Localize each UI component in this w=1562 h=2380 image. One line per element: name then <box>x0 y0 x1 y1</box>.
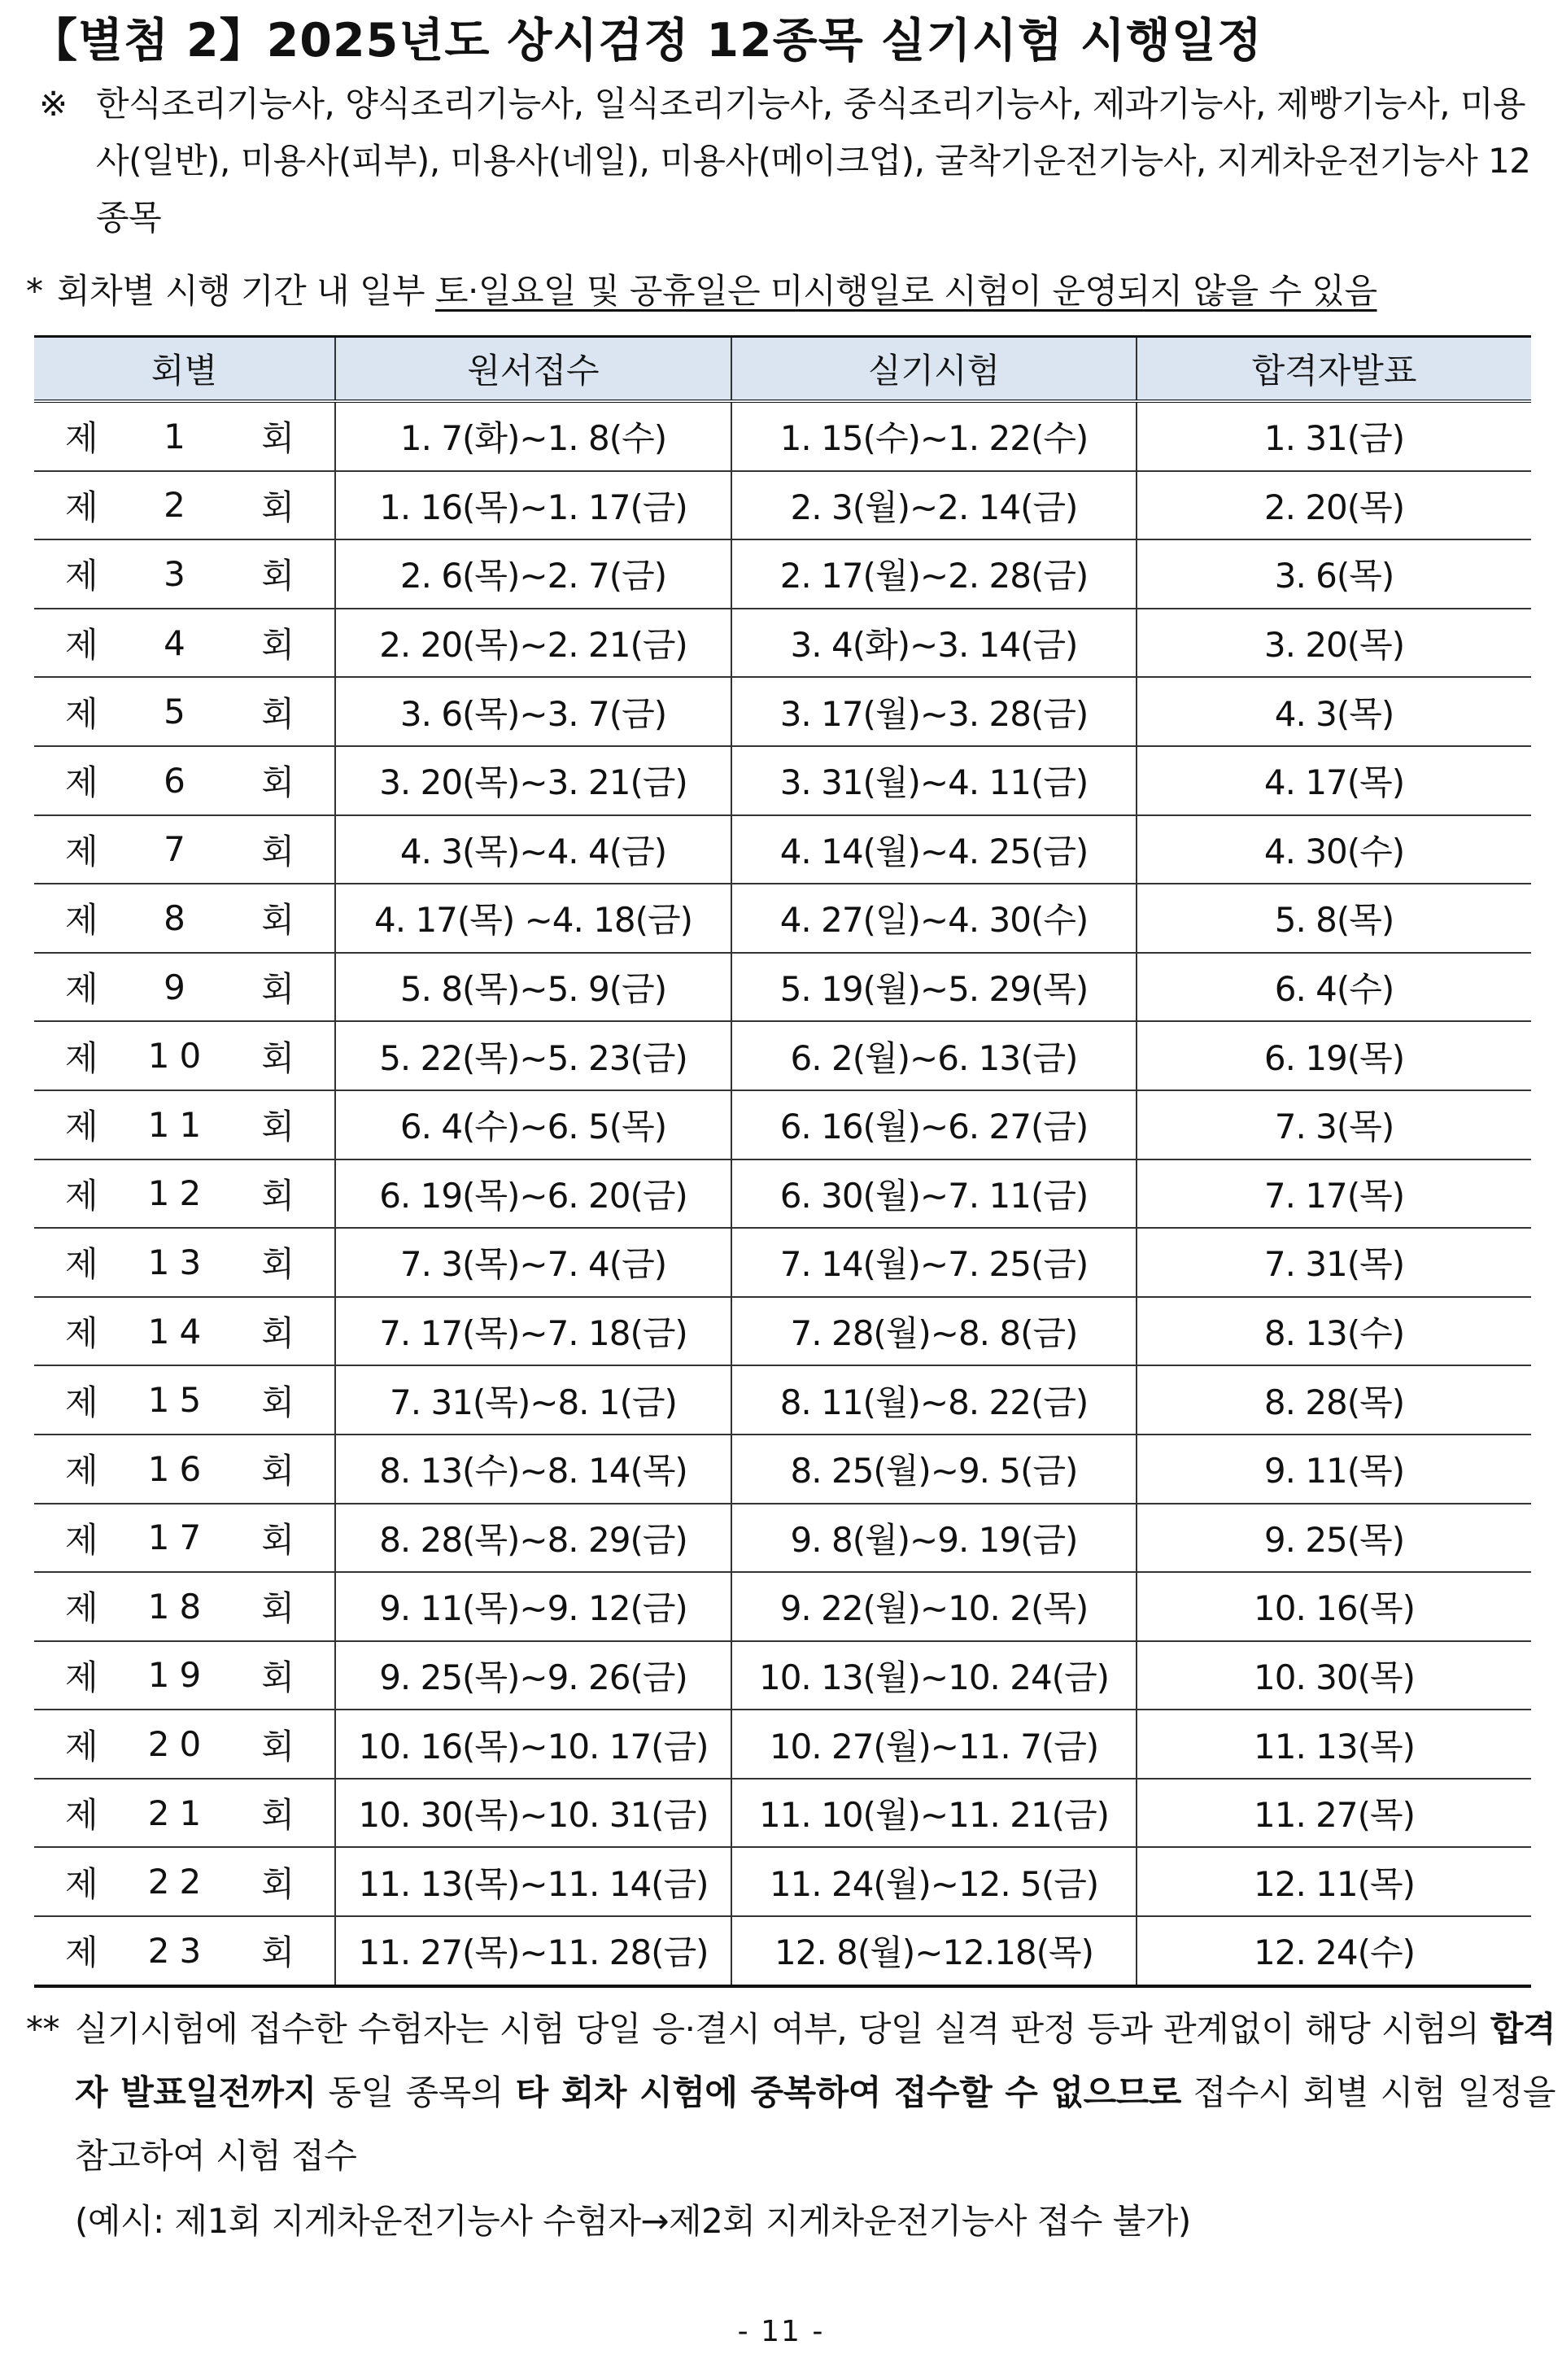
header-application: 원서접수 <box>335 337 731 402</box>
exam-period: 6. 2(월)~6. 13(금) <box>731 1021 1137 1090</box>
round-prefix: 제 <box>65 1313 98 1354</box>
round-number: 6 <box>164 760 195 801</box>
result-date: 9. 25(목) <box>1137 1504 1531 1573</box>
application-period: 4. 17(목) ~4. 18(금) <box>335 884 731 953</box>
round-cell <box>34 1916 335 1986</box>
round-number: 1 <box>164 416 195 456</box>
result-date: 5. 8(목) <box>1137 884 1531 953</box>
round-cell <box>34 1159 335 1229</box>
exam-period: 6. 16(월)~6. 27(금) <box>731 1090 1137 1159</box>
header-result: 합격자발표 <box>1137 337 1531 402</box>
round-prefix: 제 <box>65 1726 98 1766</box>
header-round: 회별 <box>34 337 335 402</box>
round-suffix: 회 <box>261 1107 294 1147</box>
table-row <box>34 1365 1531 1435</box>
round-suffix: 회 <box>261 1037 294 1078</box>
exam-period: 12. 8(월)~12.18(목) <box>731 1916 1137 1986</box>
table-row <box>34 401 1531 471</box>
table-row <box>34 1779 1531 1848</box>
header-exam: 실기시험 <box>731 337 1137 402</box>
application-period: 9. 11(목)~9. 12(금) <box>335 1572 731 1641</box>
round-cell <box>34 815 335 884</box>
round-number: 2 <box>164 485 195 526</box>
application-period: 10. 16(목)~10. 17(금) <box>335 1710 731 1779</box>
round-number: 14 <box>147 1311 212 1352</box>
round-suffix: 회 <box>261 487 294 527</box>
round-suffix: 회 <box>261 900 294 941</box>
round-cell <box>34 1365 335 1435</box>
application-period: 8. 13(수)~8. 14(목) <box>335 1435 731 1504</box>
result-date: 12. 11(목) <box>1137 1847 1531 1916</box>
exam-period: 7. 14(월)~7. 25(금) <box>731 1228 1137 1297</box>
exam-period: 1. 15(수)~1. 22(수) <box>731 401 1137 471</box>
table-row <box>34 1090 1531 1159</box>
footnote-example: (예시: 제1회 지게차운전기능사 수험자→제2회 지게차운전기능사 접수 불가) <box>75 2201 1191 2241</box>
round-number: 21 <box>147 1793 212 1833</box>
result-date: 4. 17(목) <box>1137 746 1531 815</box>
round-prefix: 제 <box>65 762 98 803</box>
round-suffix: 회 <box>261 1451 294 1491</box>
round-prefix: 제 <box>65 1382 98 1422</box>
round-number: 22 <box>147 1862 212 1902</box>
round-number: 16 <box>147 1448 212 1489</box>
result-date: 9. 11(목) <box>1137 1435 1531 1504</box>
round-number: 4 <box>164 622 195 663</box>
result-date: 7. 3(목) <box>1137 1090 1531 1159</box>
round-suffix: 회 <box>261 1382 294 1422</box>
round-prefix: 제 <box>65 1107 98 1147</box>
round-prefix: 제 <box>65 1175 98 1216</box>
table-row <box>34 884 1531 953</box>
round-suffix: 회 <box>261 969 294 1010</box>
round-cell <box>34 1847 335 1916</box>
document-title: 【별첨 2】2025년도 상시검정 12종목 실기시험 시행일정 <box>31 14 1263 68</box>
round-number: 10 <box>147 1036 212 1076</box>
exam-period: 5. 19(월)~5. 29(목) <box>731 953 1137 1022</box>
footnote-text-2: 동일 종목의 <box>316 2072 516 2112</box>
round-prefix: 제 <box>65 1588 98 1629</box>
result-date: 3. 6(목) <box>1137 539 1531 609</box>
round-prefix: 제 <box>65 556 98 596</box>
round-number: 13 <box>147 1242 212 1282</box>
round-number: 8 <box>164 897 195 938</box>
table-row <box>34 471 1531 540</box>
round-number: 12 <box>147 1173 212 1214</box>
exam-period: 3. 4(화)~3. 14(금) <box>731 609 1137 678</box>
round-prefix: 제 <box>65 831 98 871</box>
table-row <box>34 746 1531 815</box>
table-row <box>34 1297 1531 1366</box>
round-suffix: 회 <box>261 418 294 459</box>
round-suffix: 회 <box>261 831 294 871</box>
table-row <box>34 539 1531 609</box>
exam-period: 11. 10(월)~11. 21(금) <box>731 1779 1137 1848</box>
round-number: 5 <box>164 692 195 732</box>
round-cell <box>34 884 335 953</box>
round-number: 3 <box>164 553 195 594</box>
application-period: 2. 20(목)~2. 21(금) <box>335 609 731 678</box>
exam-period: 2. 17(월)~2. 28(금) <box>731 539 1137 609</box>
round-number: 20 <box>147 1724 212 1765</box>
result-date: 6. 19(목) <box>1137 1021 1531 1090</box>
note-asterisk: * <box>26 271 43 311</box>
round-cell <box>34 1572 335 1641</box>
round-prefix: 제 <box>65 1932 98 1973</box>
round-cell <box>34 1504 335 1573</box>
table-row <box>34 609 1531 678</box>
result-date: 7. 17(목) <box>1137 1159 1531 1229</box>
round-suffix: 회 <box>261 693 294 734</box>
exam-period: 4. 14(월)~4. 25(금) <box>731 815 1137 884</box>
round-suffix: 회 <box>261 1726 294 1766</box>
round-cell <box>34 539 335 609</box>
round-prefix: 제 <box>65 1863 98 1904</box>
round-cell <box>34 609 335 678</box>
application-period: 5. 22(목)~5. 23(금) <box>335 1021 731 1090</box>
round-number: 15 <box>147 1380 212 1421</box>
round-cell <box>34 401 335 471</box>
result-date: 4. 3(목) <box>1137 677 1531 746</box>
round-cell <box>34 471 335 540</box>
application-period: 1. 7(화)~1. 8(수) <box>335 401 731 471</box>
result-date: 6. 4(수) <box>1137 953 1531 1022</box>
exam-period: 10. 13(월)~10. 24(금) <box>731 1641 1137 1710</box>
round-suffix: 회 <box>261 1863 294 1904</box>
round-cell <box>34 1710 335 1779</box>
subject-list-text: 한식조리기능사, 양식조리기능사, 일식조리기능사, 중식조리기능사, 제과기능사, 제빵기능사, 미용사(일반), 미용사(피부), 미용사(네일), 미용사(메이크업), 굴착기운전기능사, 지게차운전기능사 12종목 <box>96 84 1531 238</box>
note-mark: ※ <box>39 84 68 124</box>
round-number: 9 <box>164 967 195 1007</box>
application-period: 11. 13(목)~11. 14(금) <box>335 1847 731 1916</box>
footnote-bold-2: 타 회차 시험에 중복하여 접수할 수 없으므로 <box>515 2072 1181 2112</box>
round-cell <box>34 677 335 746</box>
table-row <box>34 1435 1531 1504</box>
exam-period: 3. 31(월)~4. 11(금) <box>731 746 1137 815</box>
round-prefix: 제 <box>65 1244 98 1285</box>
table-row <box>34 1228 1531 1297</box>
exam-period: 8. 11(월)~8. 22(금) <box>731 1365 1137 1435</box>
footnote-text-3: 접수시 회별 시험 일정을 참고하여 시험 접수 <box>75 2072 1556 2176</box>
duplicate-application-footnote <box>26 1998 1555 2253</box>
round-suffix: 회 <box>261 1244 294 1285</box>
exam-period: 10. 27(월)~11. 7(금) <box>731 1710 1137 1779</box>
note-text: 회차별 시행 기간 내 일부 <box>57 271 435 311</box>
round-prefix: 제 <box>65 693 98 734</box>
table-row <box>34 1504 1531 1573</box>
exam-period: 9. 8(월)~9. 19(금) <box>731 1504 1137 1573</box>
round-number: 19 <box>147 1655 212 1696</box>
round-number: 11 <box>147 1104 212 1145</box>
round-prefix: 제 <box>65 1795 98 1836</box>
round-cell <box>34 1641 335 1710</box>
table-row <box>34 1916 1531 1986</box>
exam-period: 6. 30(월)~7. 11(금) <box>731 1159 1137 1229</box>
result-date: 12. 24(수) <box>1137 1916 1531 1986</box>
round-prefix: 제 <box>65 625 98 666</box>
result-date: 7. 31(목) <box>1137 1228 1531 1297</box>
footnote-bold-1: 합격자 발표일전까지 <box>75 2009 1555 2112</box>
note-underlined-text: 토·일요일 및 공휴일은 미시행일로 시험이 운영되지 않을 수 있음 <box>434 271 1377 311</box>
result-date: 10. 16(목) <box>1137 1572 1531 1641</box>
exam-period: 11. 24(월)~12. 5(금) <box>731 1847 1137 1916</box>
table-row <box>34 1572 1531 1641</box>
exam-period: 3. 17(월)~3. 28(금) <box>731 677 1137 746</box>
table-row <box>34 1021 1531 1090</box>
round-cell <box>34 1021 335 1090</box>
round-cell <box>34 1297 335 1366</box>
application-period: 1. 16(목)~1. 17(금) <box>335 471 731 540</box>
table-row <box>34 815 1531 884</box>
application-period: 11. 27(목)~11. 28(금) <box>335 1916 731 1986</box>
application-period: 7. 31(목)~8. 1(금) <box>335 1365 731 1435</box>
table-row <box>34 677 1531 746</box>
application-period: 2. 6(목)~2. 7(금) <box>335 539 731 609</box>
table-row <box>34 953 1531 1022</box>
schedule-table <box>34 335 1531 1988</box>
round-cell <box>34 953 335 1022</box>
result-date: 11. 27(목) <box>1137 1779 1531 1848</box>
application-period: 6. 19(목)~6. 20(금) <box>335 1159 731 1229</box>
round-suffix: 회 <box>261 625 294 666</box>
round-suffix: 회 <box>261 556 294 596</box>
table-row <box>34 1847 1531 1916</box>
round-suffix: 회 <box>261 1932 294 1973</box>
round-suffix: 회 <box>261 1795 294 1836</box>
application-period: 3. 20(목)~3. 21(금) <box>335 746 731 815</box>
round-prefix: 제 <box>65 900 98 941</box>
table-row <box>34 1159 1531 1229</box>
application-period: 3. 6(목)~3. 7(금) <box>335 677 731 746</box>
round-number: 18 <box>147 1586 212 1627</box>
table-row <box>34 1641 1531 1710</box>
result-date: 11. 13(목) <box>1137 1710 1531 1779</box>
round-cell <box>34 1779 335 1848</box>
round-number: 23 <box>147 1930 212 1971</box>
round-suffix: 회 <box>261 762 294 803</box>
exam-period: 8. 25(월)~9. 5(금) <box>731 1435 1137 1504</box>
round-suffix: 회 <box>261 1519 294 1560</box>
footnote-mark: ** <box>26 2009 59 2049</box>
result-date: 3. 20(목) <box>1137 609 1531 678</box>
footnote-text-1: 실기시험에 접수한 수험자는 시험 당일 응·결시 여부, 당일 실격 판정 등과 관계없이 해당 시험의 <box>75 2009 1490 2049</box>
round-suffix: 회 <box>261 1588 294 1629</box>
application-period: 7. 3(목)~7. 4(금) <box>335 1228 731 1297</box>
application-period: 7. 17(목)~7. 18(금) <box>335 1297 731 1366</box>
round-prefix: 제 <box>65 1657 98 1697</box>
result-date: 8. 28(목) <box>1137 1365 1531 1435</box>
round-cell <box>34 1435 335 1504</box>
round-number: 7 <box>164 829 195 870</box>
exam-period: 9. 22(월)~10. 2(목) <box>731 1572 1137 1641</box>
exam-period: 7. 28(월)~8. 8(금) <box>731 1297 1137 1366</box>
round-suffix: 회 <box>261 1313 294 1354</box>
non-exam-day-note <box>26 263 1555 320</box>
application-period: 5. 8(목)~5. 9(금) <box>335 953 731 1022</box>
round-cell <box>34 1090 335 1159</box>
application-period: 9. 25(목)~9. 26(금) <box>335 1641 731 1710</box>
round-prefix: 제 <box>65 1519 98 1560</box>
round-prefix: 제 <box>65 418 98 459</box>
subject-list-note <box>39 76 1552 247</box>
round-suffix: 회 <box>261 1175 294 1216</box>
application-period: 4. 3(목)~4. 4(금) <box>335 815 731 884</box>
result-date: 1. 31(금) <box>1137 401 1531 471</box>
application-period: 8. 28(목)~8. 29(금) <box>335 1504 731 1573</box>
exam-period: 2. 3(월)~2. 14(금) <box>731 471 1137 540</box>
result-date: 4. 30(수) <box>1137 815 1531 884</box>
result-date: 10. 30(목) <box>1137 1641 1531 1710</box>
application-period: 6. 4(수)~6. 5(목) <box>335 1090 731 1159</box>
round-prefix: 제 <box>65 969 98 1010</box>
application-period: 10. 30(목)~10. 31(금) <box>335 1779 731 1848</box>
round-cell <box>34 1228 335 1297</box>
round-prefix: 제 <box>65 487 98 527</box>
round-prefix: 제 <box>65 1451 98 1491</box>
round-suffix: 회 <box>261 1657 294 1697</box>
round-cell <box>34 746 335 815</box>
round-prefix: 제 <box>65 1037 98 1078</box>
table-header-row <box>34 337 1531 402</box>
result-date: 2. 20(목) <box>1137 471 1531 540</box>
result-date: 8. 13(수) <box>1137 1297 1531 1366</box>
round-number: 17 <box>147 1518 212 1558</box>
exam-period: 4. 27(일)~4. 30(수) <box>731 884 1137 953</box>
table-row <box>34 1710 1531 1779</box>
page-number: - 11 - <box>737 2315 825 2348</box>
